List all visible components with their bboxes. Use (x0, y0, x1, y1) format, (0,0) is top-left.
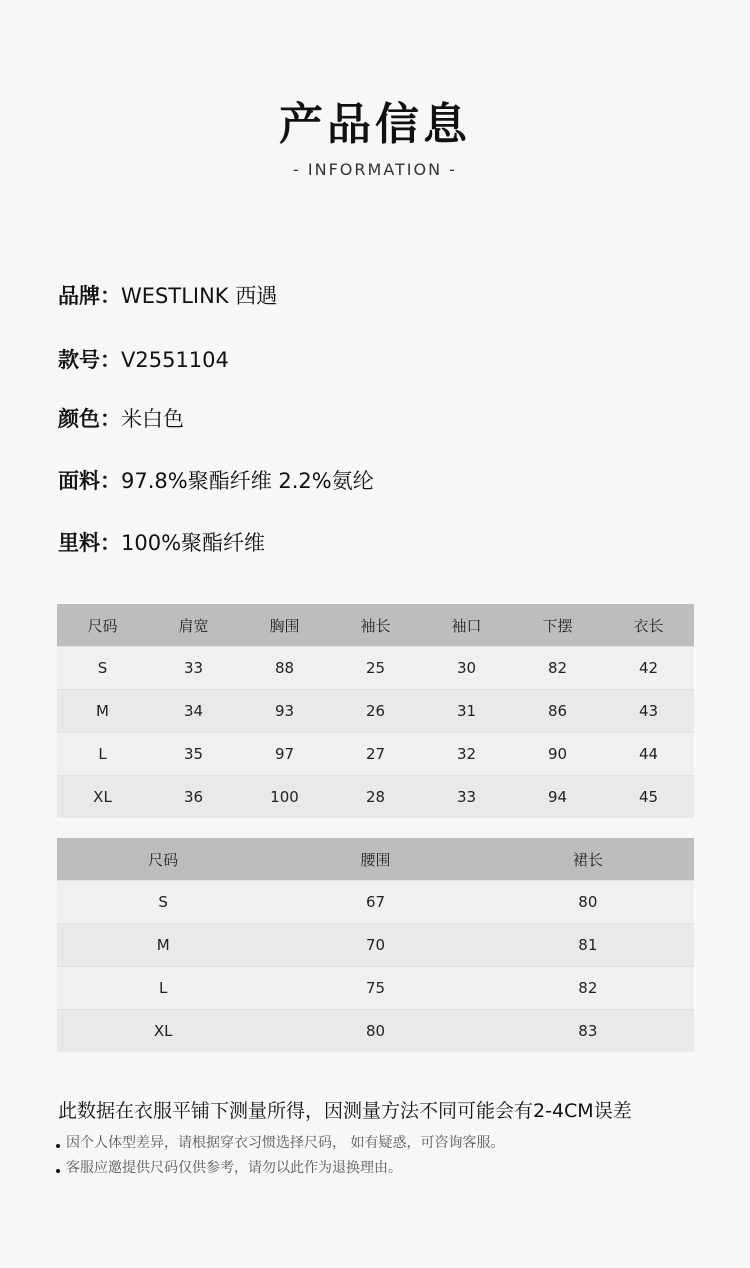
info-value: 米白色 (121, 407, 184, 431)
top-size-table (57, 604, 694, 818)
info-style-number (58, 344, 229, 374)
info-label: 面料： (58, 469, 121, 493)
table-cell: 36 (148, 776, 239, 819)
table-cell: 26 (330, 690, 421, 733)
table-cell: 82 (512, 647, 603, 690)
bullet-icon (56, 1169, 60, 1173)
page-subtitle: - INFORMATION - (293, 160, 457, 179)
info-label: 款号： (58, 348, 121, 372)
column-header: 肩宽 (148, 604, 239, 647)
table-cell: 100 (239, 776, 330, 819)
info-brand (58, 280, 277, 310)
table-cell: S (57, 647, 148, 690)
table-cell: 80 (269, 1010, 481, 1053)
table-cell: 28 (330, 776, 421, 819)
note-text: 客服应邀提供尺码仅供参考，请勿以此作为退换理由。 (66, 1160, 402, 1176)
table-cell: 93 (239, 690, 330, 733)
table-cell: 67 (269, 881, 481, 924)
table-row (57, 924, 694, 967)
table-cell: 32 (421, 733, 512, 776)
table-cell: 45 (603, 776, 694, 819)
table-cell: 81 (482, 924, 694, 967)
table-cell: L (57, 733, 148, 776)
table-cell: 80 (482, 881, 694, 924)
table-row (57, 881, 694, 924)
info-value: 97.8%聚酯纤维 2.2%氨纶 (121, 469, 374, 493)
table-cell: M (57, 924, 269, 967)
table-cell: 42 (603, 647, 694, 690)
table-cell: 70 (269, 924, 481, 967)
page-title: 产品信息 (279, 99, 471, 150)
table-cell: 94 (512, 776, 603, 819)
column-header: 下摆 (512, 604, 603, 647)
table-cell: 90 (512, 733, 603, 776)
table-cell: 30 (421, 647, 512, 690)
note-text: 因个人体型差异，请根据穿衣习惯选择尺码， 如有疑惑，可咨询客服。 (66, 1135, 505, 1151)
column-header: 裙长 (482, 838, 694, 881)
table-cell: 82 (482, 967, 694, 1010)
info-lining (58, 527, 265, 557)
table-cell: 83 (482, 1010, 694, 1053)
info-value: V2551104 (121, 348, 229, 372)
table-cell: 88 (239, 647, 330, 690)
bullet-icon (56, 1144, 60, 1148)
table-row (57, 967, 694, 1010)
info-color (58, 403, 184, 433)
table-row (57, 690, 694, 733)
column-header: 袖长 (330, 604, 421, 647)
table-cell: XL (57, 1010, 269, 1053)
column-header: 袖口 (421, 604, 512, 647)
table-cell: 97 (239, 733, 330, 776)
table-cell: 25 (330, 647, 421, 690)
table-row (57, 733, 694, 776)
info-label: 里料： (58, 531, 121, 555)
table-cell: 33 (421, 776, 512, 819)
table-cell: 34 (148, 690, 239, 733)
table-cell: M (57, 690, 148, 733)
table-header-row (57, 604, 694, 647)
table-cell: 27 (330, 733, 421, 776)
bottom-size-table (57, 838, 694, 1052)
column-header: 尺码 (57, 838, 269, 881)
table-cell: 31 (421, 690, 512, 733)
measurement-note: 此数据在衣服平铺下测量所得，因测量方法不同可能会有2-4CM误差 (58, 1100, 632, 1122)
table-header-row (57, 838, 694, 881)
note-item (56, 1132, 504, 1152)
table-cell: S (57, 881, 269, 924)
table-row (57, 647, 694, 690)
column-header: 腰围 (269, 838, 481, 881)
note-item (56, 1157, 402, 1177)
info-label: 颜色： (58, 407, 121, 431)
info-value: WESTLINK 西遇 (121, 284, 278, 308)
table-cell: 44 (603, 733, 694, 776)
table-cell: 33 (148, 647, 239, 690)
info-fabric (58, 465, 374, 495)
info-value: 100%聚酯纤维 (121, 531, 266, 555)
column-header: 衣长 (603, 604, 694, 647)
table-row (57, 776, 694, 819)
table-cell: 35 (148, 733, 239, 776)
table-cell: 43 (603, 690, 694, 733)
info-label: 品牌： (58, 284, 121, 308)
table-cell: 75 (269, 967, 481, 1010)
table-cell: 86 (512, 690, 603, 733)
column-header: 尺码 (57, 604, 148, 647)
table-cell: XL (57, 776, 148, 819)
table-cell: L (57, 967, 269, 1010)
column-header: 胸围 (239, 604, 330, 647)
table-row (57, 1010, 694, 1053)
